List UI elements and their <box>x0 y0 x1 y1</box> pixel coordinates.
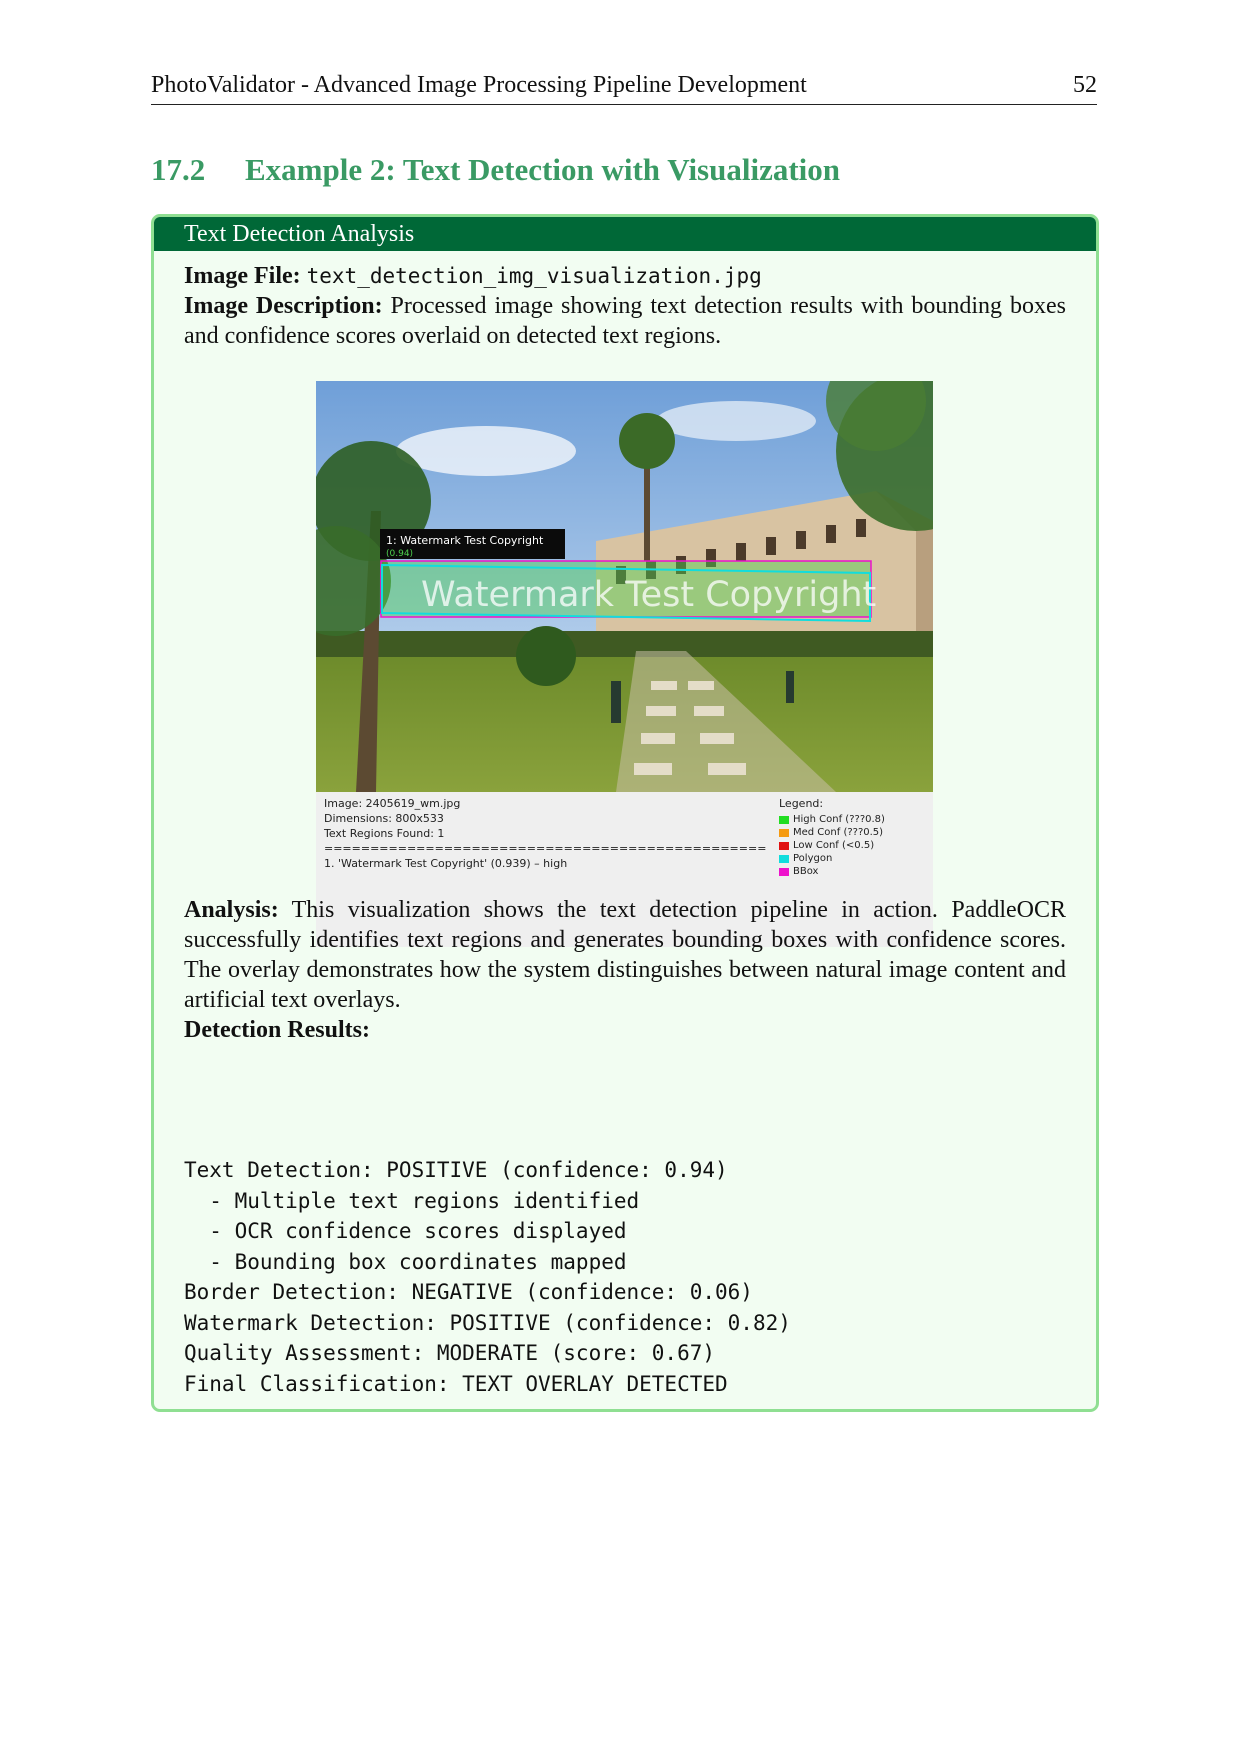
legend-title: Legend: <box>779 797 824 810</box>
meta-dimensions: Dimensions: 800x533 <box>324 812 444 825</box>
analysis-text: This visualization shows the text detection pipeline in action. PaddleOCR successfully identifies text regions and generates bounding boxes with confidence scores. The overlay demonstrates how the system distinguishes between natural image content and artificial text overlays. <box>184 897 1066 1013</box>
meta-result: 1. 'Watermark Test Copyright' (0.939) – high <box>324 857 568 870</box>
detection-results <box>184 1155 791 1399</box>
image-file-name: text_detection_img_visualization.jpg <box>306 264 762 288</box>
image-file-label: Image File: <box>184 263 301 289</box>
section-title: Example 2: Text Detection with Visualization <box>245 152 841 187</box>
legend-item <box>779 813 885 826</box>
scene-photo <box>316 381 933 792</box>
detection-label: 1: Watermark Test Copyright <box>386 534 544 547</box>
legend-item <box>779 839 885 852</box>
result-line: Watermark Detection: POSITIVE (confidence: 0.82) <box>184 1310 791 1335</box>
legend-label: BBox <box>793 866 819 877</box>
result-line: Quality Assessment: MODERATE (score: 0.67) <box>184 1341 716 1365</box>
meta-separator: ================================================ <box>324 842 767 855</box>
result-line: - OCR confidence scores displayed <box>184 1219 627 1243</box>
legend-label: Polygon <box>793 853 833 864</box>
result-line: Text Detection: POSITIVE (confidence: 0.94) <box>184 1158 728 1182</box>
legend-swatch <box>779 868 789 876</box>
legend-swatch <box>779 855 789 863</box>
result-line: - Bounding box coordinates mapped <box>184 1249 627 1274</box>
legend-label: Med Conf (???0.5) <box>793 827 884 838</box>
image-file-line <box>184 261 1066 291</box>
image-desc-label: Image Description: <box>184 293 383 319</box>
result-line: Final Classification: TEXT OVERLAY DETECTED <box>184 1371 728 1396</box>
detection-score: (0.94) <box>386 549 414 559</box>
image-desc-text: Processed image showing text detection results with bounding boxes and confidence scores overlaid on detected text regions. <box>184 293 1066 349</box>
analysis-box <box>151 214 1099 1412</box>
result-line: Border Detection: NEGATIVE (confidence: 0.06) <box>184 1280 753 1304</box>
image-info <box>184 261 1066 351</box>
figure-legend <box>779 796 885 878</box>
meta-image: Image: 2405619_wm.jpg <box>324 797 461 810</box>
meta-regions: Text Regions Found: 1 <box>324 827 445 840</box>
watermark-text: Watermark Test Copyright <box>421 575 877 615</box>
legend-item <box>779 852 885 865</box>
figure-metadata <box>324 796 794 871</box>
legend-swatch <box>779 829 789 837</box>
legend-swatch <box>779 816 789 824</box>
results-heading <box>184 1015 1066 1045</box>
analysis-paragraph <box>184 895 1066 1015</box>
header-title: PhotoValidator - Advanced Image Processing Pipeline Development <box>151 72 807 98</box>
legend-item <box>779 865 885 878</box>
result-line: - Multiple text regions identified <box>184 1188 640 1213</box>
box-heading: Text Detection Analysis <box>154 217 1096 251</box>
page-header <box>151 70 1097 105</box>
page-number: 52 <box>1073 72 1097 98</box>
legend-label: High Conf (???0.8) <box>793 814 885 825</box>
section-heading <box>151 152 840 188</box>
analysis-label: Analysis: <box>184 897 279 923</box>
detection-figure <box>316 381 933 947</box>
legend-swatch <box>779 842 789 850</box>
legend-label: Low Conf (<0.5) <box>793 840 875 851</box>
section-number: 17.2 <box>151 152 206 187</box>
image-description-line <box>184 291 1066 351</box>
legend-item <box>779 826 885 839</box>
results-label: Detection Results: <box>184 1017 370 1043</box>
